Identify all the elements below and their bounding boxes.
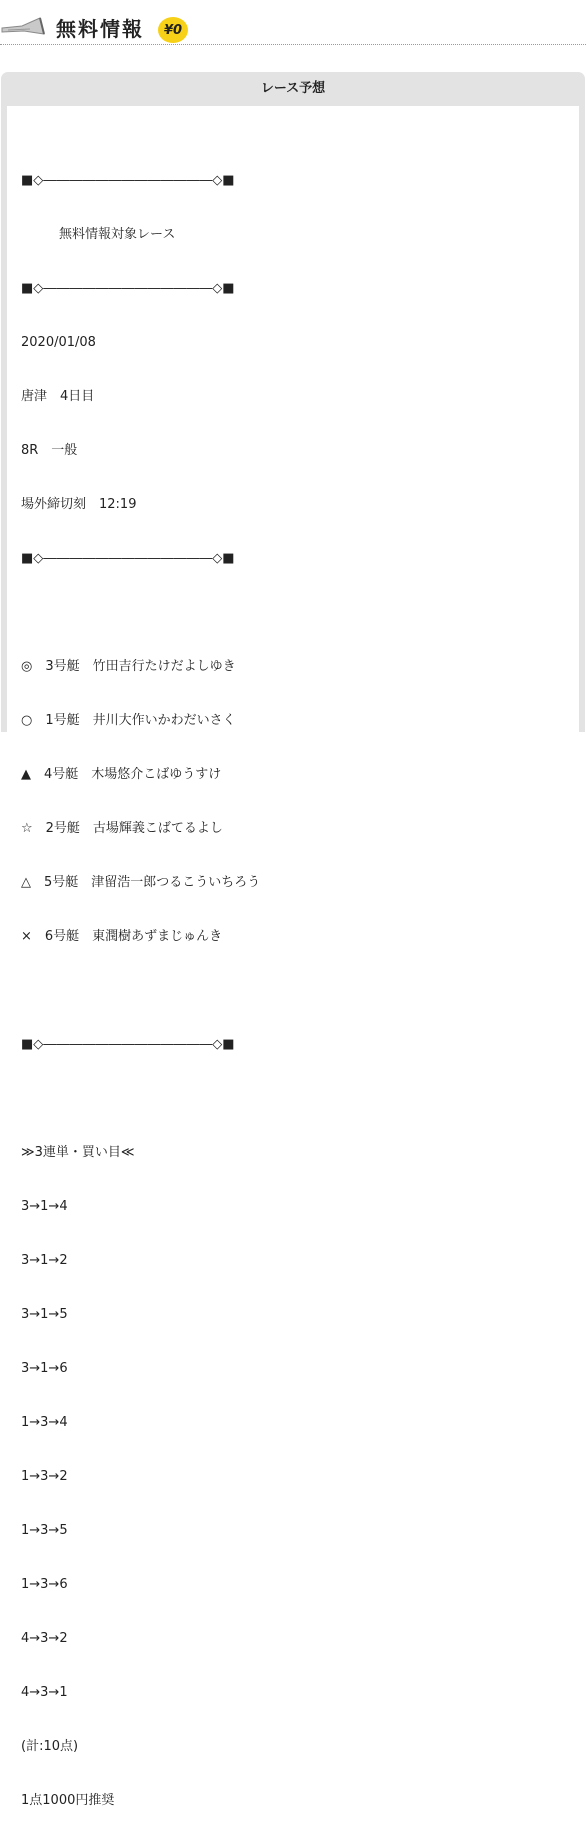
blank-line	[21, 982, 260, 1000]
bet-total: (計:10点)	[21, 1739, 79, 1754]
bet-type-heading: ≫3連単・買い目≪	[21, 1145, 135, 1160]
bet-combination: 3→1→6	[21, 1361, 68, 1376]
bet-combination: 3→1→5	[21, 1307, 68, 1322]
bet-combination: 1→3→5	[21, 1523, 68, 1538]
bet-combination: 1→3→4	[21, 1415, 68, 1430]
pick-line: ☆ 2号艇 古場輝義こばてるよし	[21, 821, 223, 836]
blank-line	[21, 1090, 260, 1108]
race-prediction-panel	[1, 72, 585, 1808]
deadline-time: 場外締切刻 12:19	[21, 497, 137, 512]
bet-combination: 1→3→6	[21, 1577, 68, 1592]
race-number-class: 8R 一般	[21, 443, 78, 458]
separator-line: ■◇―――――――――――――◇■	[21, 173, 235, 188]
blank-line	[21, 604, 260, 622]
race-venue-day: 唐津 4日目	[21, 389, 95, 404]
bet-recommendation: 1点1000円推奨	[21, 1793, 115, 1808]
separator-line: ■◇―――――――――――――◇■	[21, 281, 235, 296]
separator-line: ■◇―――――――――――――◇■	[21, 1037, 235, 1052]
megaphone-icon	[0, 14, 50, 38]
free-price-badge: ¥0	[158, 17, 188, 43]
bet-combination: 3→1→2	[21, 1253, 68, 1268]
pick-line: × 6号艇 東潤樹あずまじゅんき	[21, 929, 223, 944]
pick-line: ◎ 3号艇 竹田吉行たけだよしゆき	[21, 659, 236, 674]
race-date: 2020/01/08	[21, 335, 96, 350]
separator-line: ■◇―――――――――――――◇■	[21, 551, 235, 566]
panel-title: レース予想	[260, 81, 326, 96]
bet-combination: 3→1→4	[21, 1199, 68, 1214]
bet-combination: 1→3→2	[21, 1469, 68, 1484]
pick-line: △ 5号艇 津留浩一郎つるこういちろう	[21, 875, 261, 890]
page-title: 無料情報	[56, 17, 144, 41]
page-header	[0, 0, 586, 45]
pick-line: ○ 1号艇 井川大作いかわだいさく	[21, 713, 236, 728]
panel-body	[7, 106, 579, 1808]
prediction-content	[21, 136, 260, 1846]
free-race-heading: 無料情報対象レース	[59, 227, 176, 242]
bet-combination: 4→3→1	[21, 1685, 68, 1700]
bet-combination: 4→3→2	[21, 1631, 68, 1646]
pick-line: ▲ 4号艇 木場悠介こばゆうすけ	[21, 767, 222, 782]
